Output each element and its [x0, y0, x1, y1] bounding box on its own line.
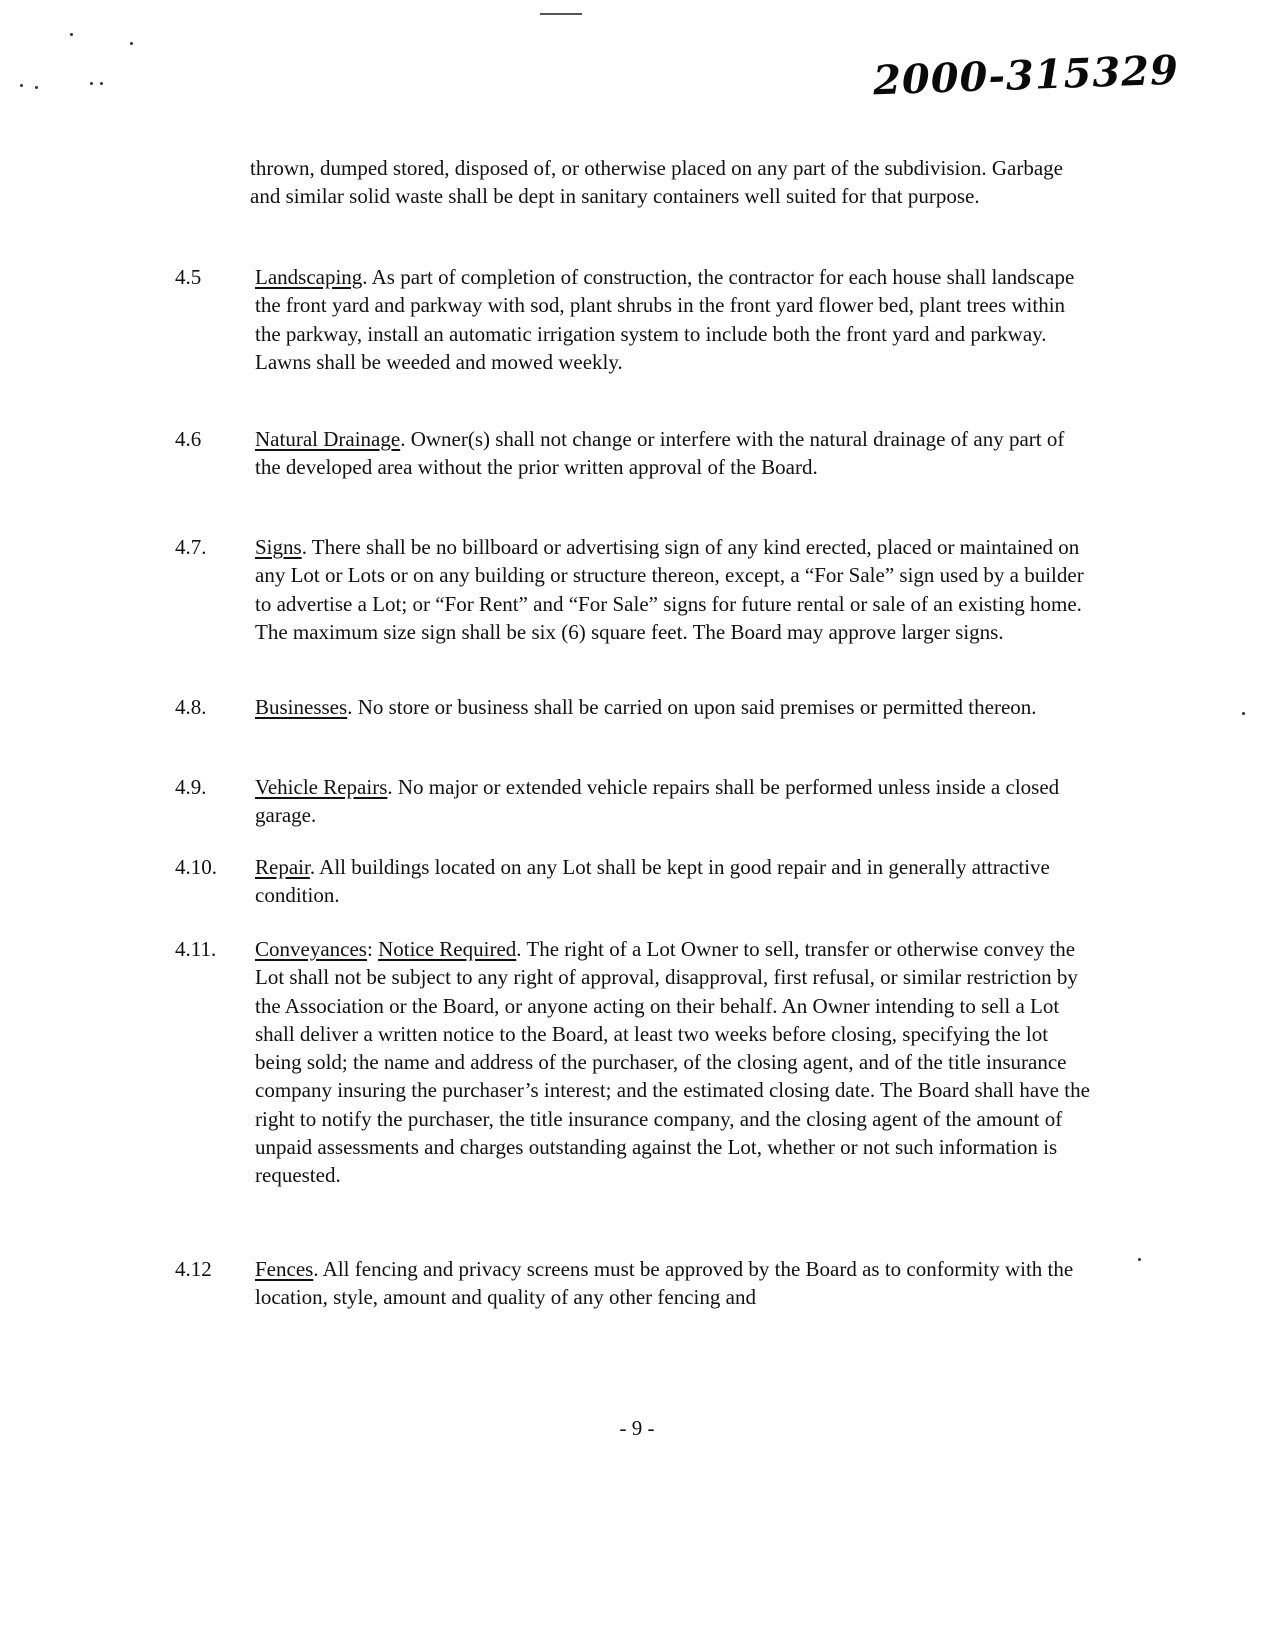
scan-speck — [1138, 1258, 1141, 1261]
section-body: . No major or extended vehicle repairs shall be performed unless inside a closed garage. — [255, 775, 1060, 828]
section-text — [255, 533, 1094, 646]
continuation-text: thrown, dumped stored, disposed of, or otherwise placed on any part of the subdivision. Garbage and similar solid waste shall be dept in sanitary containers well suited for that purpose. — [250, 156, 1063, 209]
continuation-paragraph — [250, 154, 1094, 211]
section-body: . Owner(s) shall not change or interfere with the natural drainage of any part of the developed area without the prior written approval of the Board. — [255, 427, 1065, 480]
scan-speck — [1242, 712, 1245, 715]
section-number: 4.9. — [175, 775, 207, 799]
scan-mark — [540, 13, 582, 15]
section-4-10 — [175, 853, 1094, 910]
section-number: 4.10. — [175, 855, 217, 879]
section-4-12 — [175, 1255, 1094, 1312]
scan-speck — [100, 82, 103, 85]
section-text — [255, 773, 1094, 830]
section-heading: Conveyances — [255, 937, 367, 961]
section-text — [255, 425, 1094, 482]
section-number: 4.12 — [175, 1257, 212, 1281]
section-4-6 — [175, 425, 1094, 482]
section-heading: Landscaping — [255, 265, 363, 289]
section-body: . The right of a Lot Owner to sell, transfer or otherwise convey the Lot shall not be subject to any right of approval, disapproval, first refusal, or similar restriction by the Association or the Board, or anyone acting on their behalf. An Owner intending to sell a Lot shall deliver a written notice to the Board, at least two weeks before closing, specifying the lot being sold; the name and address of the purchaser, of the closing agent, and of the title insurance company insuring the purchaser’s interest; and the estimated closing date. The Board shall have the right to notify the purchaser, the title insurance company, and the closing agent of the amount of unpaid assessments and charges outstanding against the Lot, whether or not such information is requested. — [255, 937, 1090, 1188]
section-heading: Repair — [255, 855, 310, 879]
scan-speck — [90, 82, 93, 85]
section-text — [255, 935, 1094, 1190]
section-separator: : — [366, 937, 379, 961]
section-heading: Businesses — [255, 695, 348, 719]
section-text — [255, 693, 1094, 721]
section-4-11 — [175, 935, 1094, 1190]
section-text — [255, 263, 1094, 376]
section-4-7 — [175, 533, 1094, 646]
section-heading: Fences — [255, 1257, 314, 1281]
section-number: 4.6 — [175, 427, 202, 451]
section-4-9 — [175, 773, 1094, 830]
section-body: . There shall be no billboard or advertising sign of any kind erected, placed or maintained on any Lot or Lots or on any building or structure thereon, except, a “For Sale” sign used by a builder to advertise a Lot; or “For Rent” and “For Sale” signs for future rental or sale of an existing home. The maximum size sign shall be six (6) square feet. The Board may approve larger signs. — [255, 535, 1084, 644]
section-body: . All buildings located on any Lot shall be kept in good repair and in generally attractive condition. — [255, 855, 1050, 908]
section-heading: Natural Drainage — [255, 427, 401, 451]
section-4-5 — [175, 263, 1094, 376]
section-subheading: Notice Required — [378, 937, 517, 961]
section-number: 4.5 — [175, 265, 202, 289]
section-body: . No store or business shall be carried on upon said premises or permitted thereon. — [347, 695, 1037, 719]
scan-speck — [20, 84, 23, 87]
section-4-8 — [175, 693, 1094, 721]
scan-speck — [70, 33, 73, 36]
section-body: . All fencing and privacy screens must be approved by the Board as to conformity with the location, style, amount and quality of any other fencing and — [255, 1257, 1074, 1310]
section-text — [255, 853, 1094, 910]
section-number: 4.7. — [175, 535, 207, 559]
section-number: 4.11. — [175, 937, 217, 961]
scan-speck — [130, 42, 133, 45]
section-body: . As part of completion of construction, the contractor for each house shall landscape the front yard and parkway with sod, plant shrubs in the front yard flower bed, plant trees within the parkway, install an automatic irrigation system to include both the front yard and parkway. Lawns shall be weeded and mowed weekly. — [255, 265, 1075, 374]
section-text — [255, 1255, 1094, 1312]
section-number: 4.8. — [175, 695, 207, 719]
scan-speck — [35, 86, 38, 89]
page-number: - 9 - — [619, 1416, 655, 1440]
recording-number: 2000-315329 — [872, 46, 1180, 105]
section-heading: Signs — [255, 535, 302, 559]
section-heading: Vehicle Repairs — [255, 775, 388, 799]
